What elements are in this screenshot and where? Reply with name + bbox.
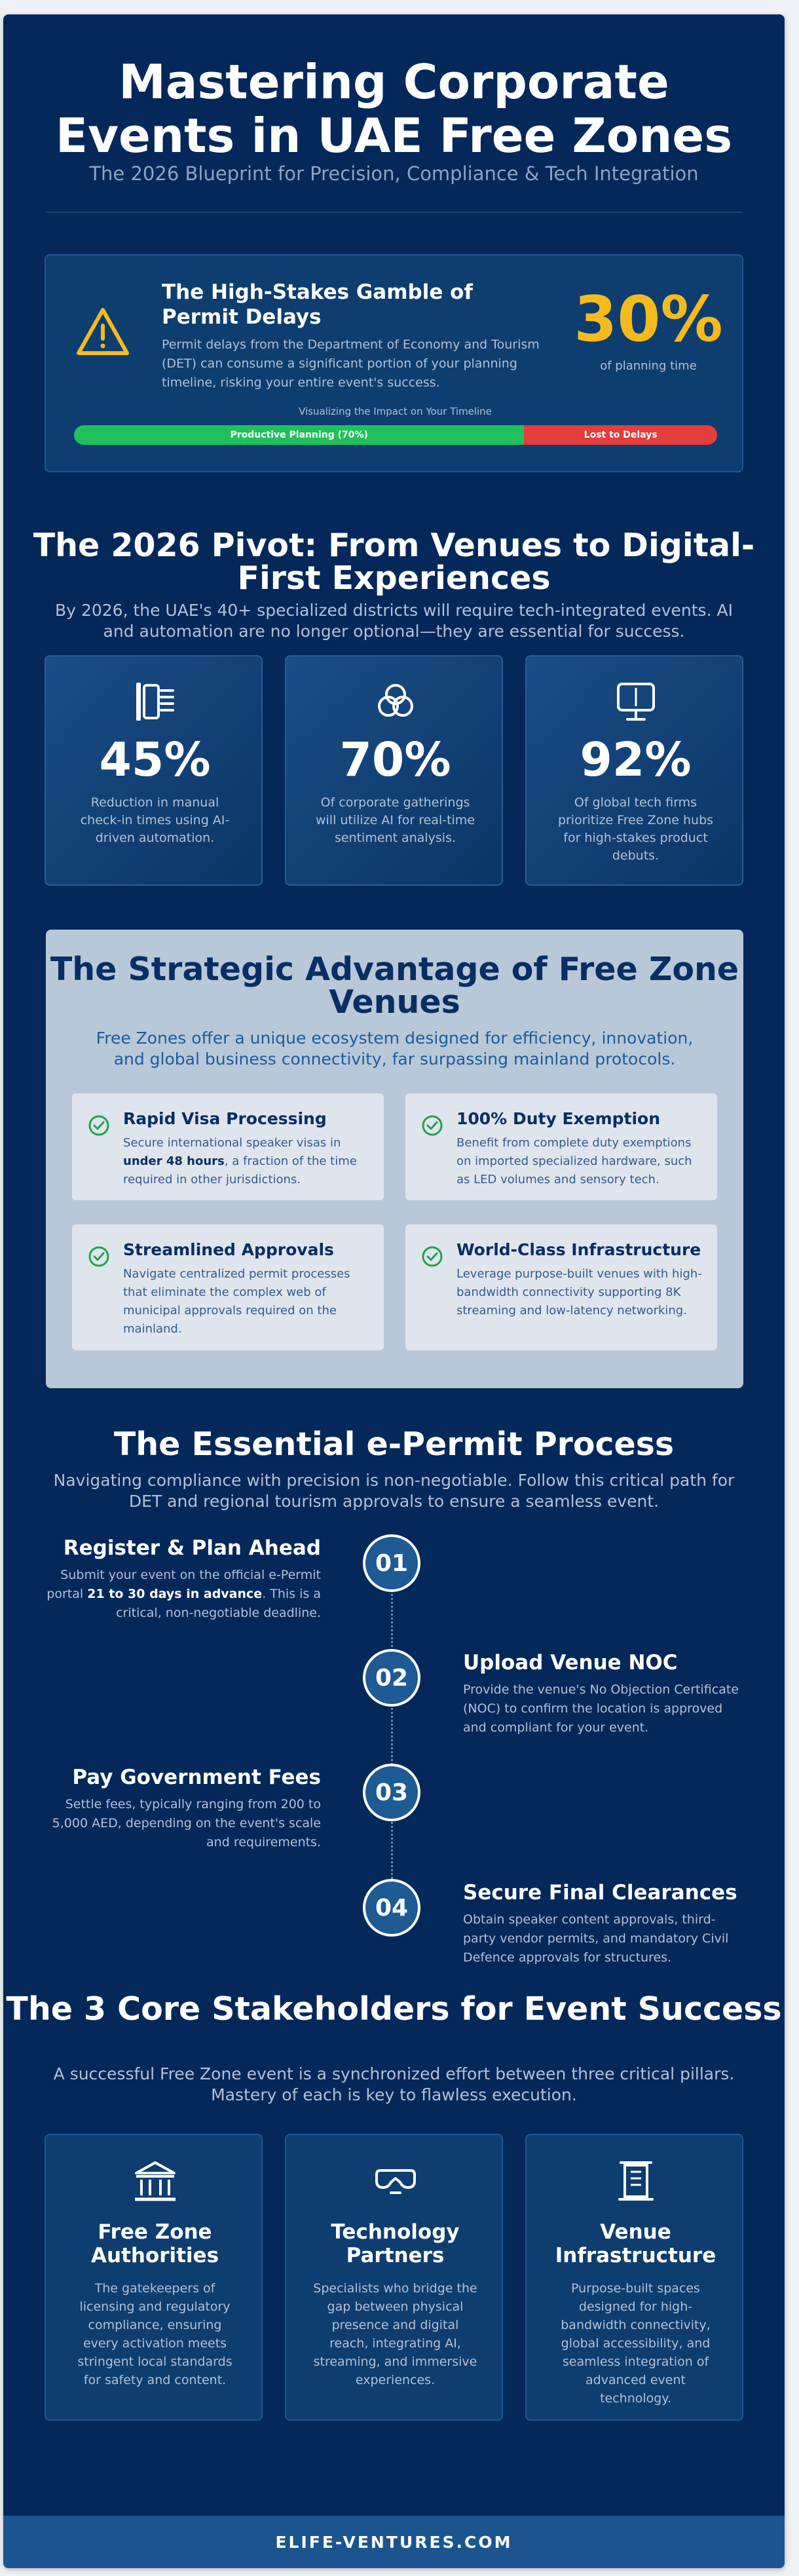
step-number-badge: 01 (363, 1534, 420, 1592)
process-timeline-line (391, 1574, 393, 1891)
pivot-section-subtitle: By 2026, the UAE's 40+ specialized districts will require tech-integrated events. AI and automation are no longer optional—they are essential for success. (55, 601, 733, 641)
delay-percentage: 30% (574, 284, 723, 356)
advantage-card-text: Leverage purpose-built venues with high-bandwidth connectivity supporting 8K streaming and low-latency networking. (456, 1267, 702, 1317)
stat-card-sentiment (285, 655, 503, 886)
page-title-line-1: Mastering Corporate (119, 54, 669, 109)
process-section-subtitle: Navigating compliance with precision is non-negotiable. Follow this critical path for DET and regional tourism approvals to ensure a seamless event. (53, 1471, 735, 1511)
stakeholder-card-technology (285, 2134, 503, 2421)
advantage-card-infrastructure (405, 1224, 717, 1350)
advantage-card-title: Streamlined Approvals (123, 1240, 334, 1259)
free-zone-advantage-panel (46, 930, 743, 1388)
footer-brand-link[interactable]: ELIFE-VENTURES.COM (275, 2533, 513, 2552)
timeline-bar (74, 425, 717, 445)
pivot-section-title: The 2026 Pivot: From Venues to Digital-First Experiences (33, 527, 755, 597)
stakeholders-section-subtitle: A successful Free Zone event is a synchronized effort between three critical pillars. Mastery of each is key to flawless execution. (53, 2064, 735, 2104)
delay-percentage-caption: of planning time (600, 359, 697, 373)
advantage-card-text: Secure international speaker visas in under 48 hours, a fraction of the time required in other jurisdictions. (123, 1136, 357, 1186)
step-number-badge: 04 (363, 1879, 420, 1937)
productive-planning-segment: Productive Planning (70%) (74, 425, 524, 445)
step-title: Register & Plan Ahead (63, 1536, 321, 1560)
advantage-card-title: World-Class Infrastructure (456, 1240, 701, 1259)
stakeholder-card-authorities (45, 2134, 263, 2421)
stakeholder-title: Free Zone Authorities (90, 2220, 219, 2267)
advantage-title: The Strategic Advantage of Free Zone Venues (50, 951, 739, 1021)
advantage-subtitle: Free Zones offer a unique ecosystem designed for efficiency, innovation, and global business connectivity, far surpassing mainland protocols. (96, 1029, 694, 1069)
step-title: Upload Venue NOC (463, 1651, 678, 1675)
vr-headset-icon (373, 2159, 418, 2205)
process-section-title: The Essential e-Permit Process (113, 1426, 675, 1463)
step-description: Submit your event on the official e-Permit portal 21 to 30 days in advance. This is a critical, non-negotiable deadline. (46, 1568, 321, 1620)
advantage-card-visa (72, 1093, 384, 1200)
timeline-bar-caption: Visualizing the Impact on Your Timeline (299, 406, 492, 417)
stakeholder-card-venue (525, 2134, 743, 2421)
advantage-card-title: Rapid Visa Processing (123, 1109, 327, 1128)
lost-to-delays-segment: Lost to Delays (524, 425, 717, 445)
warning-triangle-icon (75, 306, 131, 358)
step-description: Obtain speaker content approvals, third-party vendor permits, and mandatory Civil Defence approvals for structures. (463, 1912, 729, 1965)
advantage-card-text: Benefit from complete duty exemptions on imported specialized hardware, such as LED volumes and sensory tech. (456, 1136, 692, 1186)
permit-delay-card (45, 254, 743, 472)
stat-value: 45% (99, 732, 211, 787)
group-circles-icon (375, 681, 416, 722)
page-title-line-2: Events in UAE Free Zones (55, 108, 733, 163)
delay-description: Permit delays from the Department of Economy and Tourism (DET) can consume a significant portion of your planning timeline, risking your entire event's success. (162, 337, 540, 390)
stat-description: Of global tech firms prioritize Free Zone hubs for high-stakes product debuts. (557, 795, 714, 863)
stat-value: 92% (580, 732, 692, 787)
header-divider (46, 212, 742, 213)
government-building-icon (132, 2159, 178, 2205)
step-number-badge: 02 (363, 1649, 420, 1707)
check-circle-icon (421, 1114, 443, 1137)
stat-card-tech-firms (525, 655, 743, 886)
check-circle-icon (88, 1245, 110, 1268)
presentation-screen-icon (616, 681, 656, 722)
stakeholder-description: The gatekeepers of licensing and regulatory compliance, ensuring every activation meets stringent local standards for safety and content. (77, 2281, 232, 2387)
advantage-card-approvals (72, 1224, 384, 1350)
stakeholder-title: Venue Infrastructure (555, 2220, 716, 2267)
advantage-card-title: 100% Duty Exemption (456, 1109, 661, 1128)
stat-description: Of corporate gatherings will utilize AI for real-time sentiment analysis. (315, 795, 475, 845)
footer-bar (3, 2516, 785, 2568)
stakeholders-section-title: The 3 Core Stakeholders for Event Success (6, 1990, 782, 2028)
stat-card-checkin (45, 655, 263, 886)
infographic-page (3, 14, 785, 2568)
advantage-card-text: Navigate centralized permit processes that eliminate the complex web of municipal approvals required on the mainland. (123, 1267, 350, 1336)
step-description: Provide the venue's No Objection Certificate (NOC) to confirm the location is approved and compliant for your event. (463, 1682, 739, 1735)
check-circle-icon (421, 1245, 443, 1268)
page-title (3, 55, 785, 162)
delay-title: The High-Stakes Gamble of Permit Delays (162, 280, 473, 329)
checklist-icon (135, 681, 176, 722)
stat-value: 70% (339, 732, 451, 787)
check-circle-icon (88, 1114, 110, 1137)
stakeholder-description: Purpose-built spaces designed for high-bandwidth connectivity, global accessibility, and seamless integration of advanced event technology. (561, 2281, 711, 2406)
advantage-card-duty (405, 1093, 717, 1200)
stakeholder-title: Technology Partners (331, 2220, 460, 2267)
step-title: Pay Government Fees (72, 1766, 321, 1789)
stat-description: Reduction in manual check-in times using AI-driven automation. (80, 795, 230, 845)
step-number-badge: 03 (363, 1764, 420, 1821)
stakeholder-description: Specialists who bridge the gap between physical presence and digital reach, integrating AI, streaming, and immersive experiences. (313, 2281, 477, 2387)
step-title: Secure Final Clearances (463, 1881, 737, 1904)
venue-building-icon (613, 2159, 659, 2205)
step-description: Settle fees, typically ranging from 200 to 5,000 AED, depending on the event's scale and requirements. (52, 1797, 321, 1849)
page-subtitle: The 2026 Blueprint for Precision, Compliance & Tech Integration (89, 162, 699, 185)
